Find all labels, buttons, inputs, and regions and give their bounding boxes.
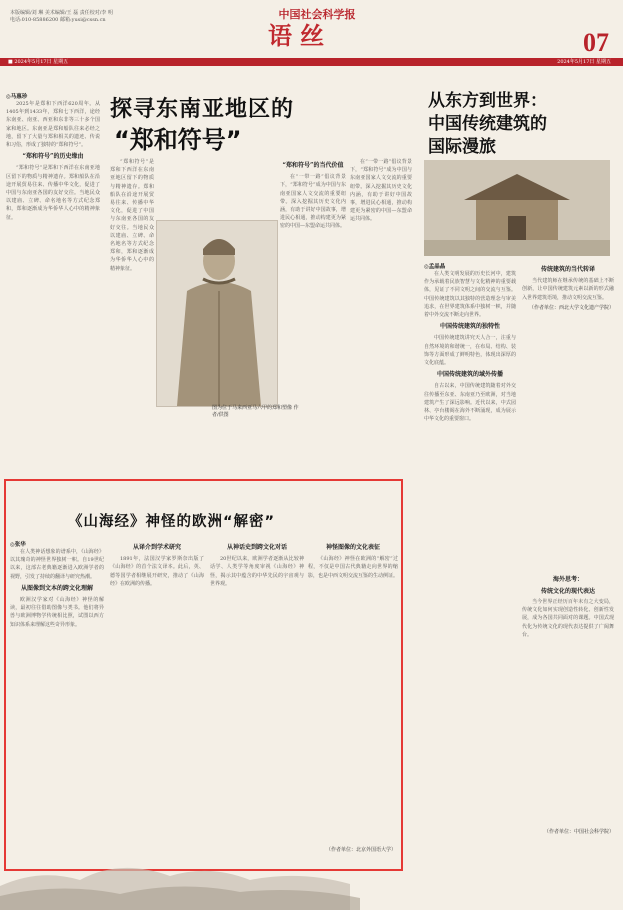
article4-body: 当今世界正经历百年未有之大变局，传统文化如何实现创造性转化、创新性发展，成为各国共同面对的课题。中国式现代化为传统文化的现代表达提供了广阔舞台。 [522, 599, 614, 638]
article3-col3 [210, 540, 304, 860]
article3-col1 [10, 540, 104, 860]
article2-right-col [522, 262, 614, 562]
article2-body1: 中国传统建筑讲究天人合一，注重与自然环境的和谐统一，在布局、结构、装饰等方面形成了鲜明特色，体现出深厚的文化底蕴。 [424, 335, 516, 367]
article3-sub2: 从译介到学术研究 [132, 544, 181, 551]
article3-title: 《山海经》神怪的欧洲“解密” [68, 514, 276, 530]
article2-sub3: 传统建筑的当代转译 [540, 266, 595, 273]
statue-illustration [157, 221, 277, 406]
article1-intro: 2025年是郑和下西洋620周年。从1405年到1433年，郑和七下西洋，途经东南亚、南亚、西亚和东非等三十多个国家和地区。东南亚是郑和船队往来必经之地，留下了大量与郑和相关的遗迹、传说和习俗，形成了独特的“郑和符号”。 [6, 101, 100, 149]
article2-left-text [424, 270, 516, 860]
article1-sub1: “郑和符号”的历史缘由 [22, 153, 84, 161]
zhenghe-statue-image [156, 220, 278, 407]
article4-text [522, 598, 614, 828]
article3-sub4: 神怪图像的文化表征 [325, 544, 380, 551]
article1-body1-cont: “郑和符号”是郑和下西洋在东南亚地区留下的物质与精神遗存。郑和船队在沿途开展贸易往来、传播中华文化，促进了中国与东南亚各国的友好交往。当地民众以建庙、立碑、命名地名等方式纪念郑和，郑和逐渐成为华侨华人心中的精神象征。 [110, 159, 154, 272]
article3-body1: 欧洲汉学家对《山海经》神怪的解读，最初往往借助图像与类书。他们将异兽与欧洲博物学传统相比照，试图以西方知识体系来理解这些奇异形象。 [10, 597, 104, 628]
date-right: 2024年5月17日 星期五 [557, 59, 611, 65]
article3-body2: 1891年，法国汉学家罗斯奈出版了《山海经》的首个法文译本。此后，英、德等国学者相继展开研究，推动了《山海经》在欧洲的传播。 [110, 556, 204, 587]
date-bar [0, 58, 623, 66]
article1-caption: 图为位于马来西亚马六甲的郑和塑像 作者/供图 [212, 405, 299, 418]
article2-body: 在人类文明发展的历史长河中，建筑作为承载着民族智慧与文化精神的重要载体，见证了不同文明之间的交流与互鉴。中国传统建筑以其独特的营造理念与审美追求，在世界建筑体系中独树一帜，并随着中外交流不断走向世界。 [424, 271, 516, 319]
article1-title-line1: 探寻东南亚地区的 [110, 97, 295, 122]
article3-col1-text [10, 548, 104, 853]
article3-col4 [308, 540, 398, 840]
section-title: 语丝 [268, 21, 332, 50]
article1-col2 [110, 158, 154, 473]
article2-sub2: 中国传统建筑的域外传播 [436, 371, 503, 379]
article1-author: ◎马惠珍 [6, 94, 28, 100]
article1-body2-cont: 在“一带一路”倡议背景下，“郑和符号”成为中国与东南亚国家人文交流的重要纽带。深入挖掘其历史文化内涵，有助于讲好中国故事，增进民心相通，推动构建更为紧密的中国—东盟命运共同体。 [350, 159, 412, 223]
architecture-illustration [424, 160, 610, 256]
article1-body2: 在“一带一路”倡议背景下，“郑和符号”成为中国与东南亚国家人文交流的重要纽带。深入挖掘其历史文化内涵，有助于讲好中国故事，增进民心相通，推动构建更为紧密的中国—东盟命运共同体。 [280, 174, 346, 230]
article1-title-line2: “郑和符号” [114, 126, 242, 154]
article1-col4 [280, 158, 346, 473]
paper-name: 中国社会科学报 [278, 8, 356, 21]
article2-title-line2: 中国传统建筑的 [428, 114, 547, 134]
article4-footer-note: （作者单位：中国社会科学院） [543, 829, 614, 835]
article3-footer-note: （作者单位：北京外国语大学） [325, 847, 396, 853]
article3-intro: 在人类神话想象的谱系中，《山海经》以其瑰奇的神怪世界独树一帜。自19世纪以来，这部古老典籍逐渐进入欧洲学者的视野，引发了持续的翻译与研究热潮。 [10, 549, 104, 580]
article3-col2 [110, 540, 204, 860]
article2-left-col [424, 262, 516, 862]
architecture-image [424, 160, 610, 256]
page-number: 07 [583, 28, 609, 57]
article2-body2: 自古以来，中国传统建筑随着对外交往传播至东亚、东南亚乃至欧洲，对当地建筑产生了深远影响。近代以来，中式园林、亭台楼阁在海外不断涌现，成为展示中华文化的重要窗口。 [424, 383, 516, 423]
article2-title [428, 90, 547, 159]
article1-body1: “郑和符号”是郑和下西洋在东南亚地区留下的物质与精神遗存。郑和船队在沿途开展贸易往来、传播中华文化，促进了中国与东南亚各国的友好交往。当地民众以建庙、立碑、命名地名等方式纪念郑和，郑和逐渐成为华侨华人心中的精神象征。 [6, 165, 100, 221]
article4-sub2: 传统文化的现代表达 [540, 588, 595, 595]
article1-col5 [350, 158, 412, 473]
article2-title-line1: 从东方到世界： [428, 91, 547, 111]
article3-author: ◎张华 [10, 542, 26, 548]
article2-title-line3: 国际漫旅 [428, 137, 496, 157]
article2-sub1: 中国传统建筑的独特性 [439, 323, 500, 331]
article1-left-column [6, 92, 100, 474]
article3-sub3: 从神话史到跨文化对话 [226, 544, 287, 551]
article3-body4: 《山海经》神怪在欧洲的“解密”过程，不仅是中国古代典籍走向世界的缩影，也是中西文明交流互鉴的生动例证。 [308, 556, 398, 579]
date-left: ■ 2024年5月17日 星期五 [8, 59, 69, 65]
masthead-info [10, 10, 160, 24]
ink-mountain-illustration [0, 850, 623, 910]
article4-col [522, 570, 614, 870]
article3-sub1: 从图像到文本的跨文化理解 [20, 584, 93, 592]
article1-sub2: “郑和符号”的当代价值 [282, 162, 344, 169]
article2-body3: 当代建筑师在继承传统的基础上不断创新，让中国传统建筑元素以新的形式融入世界建筑语境，推动文明交流互鉴。 [522, 278, 614, 301]
article3-body3: 20世纪以来，欧洲学者逐渐从比较神话学、人类学等角度审视《山海经》神怪，揭示其中蕴含的中华先民的宇宙观与世界观。 [210, 556, 304, 587]
article4-sub: 海外思考： [552, 576, 583, 583]
masthead-editors: 本版编辑/刘 琳 美术编辑/王 磊 责任校对/李 明 [10, 10, 114, 16]
article2-author: ◎孟晶晶 [424, 264, 446, 270]
masthead-contact: 电话:010-85886200 邮箱:yusi@cssn.cn [10, 17, 106, 23]
article1-left-text [6, 100, 100, 460]
article2-footer-note: （作者单位：西北大学文化遗产学院） [528, 304, 614, 311]
